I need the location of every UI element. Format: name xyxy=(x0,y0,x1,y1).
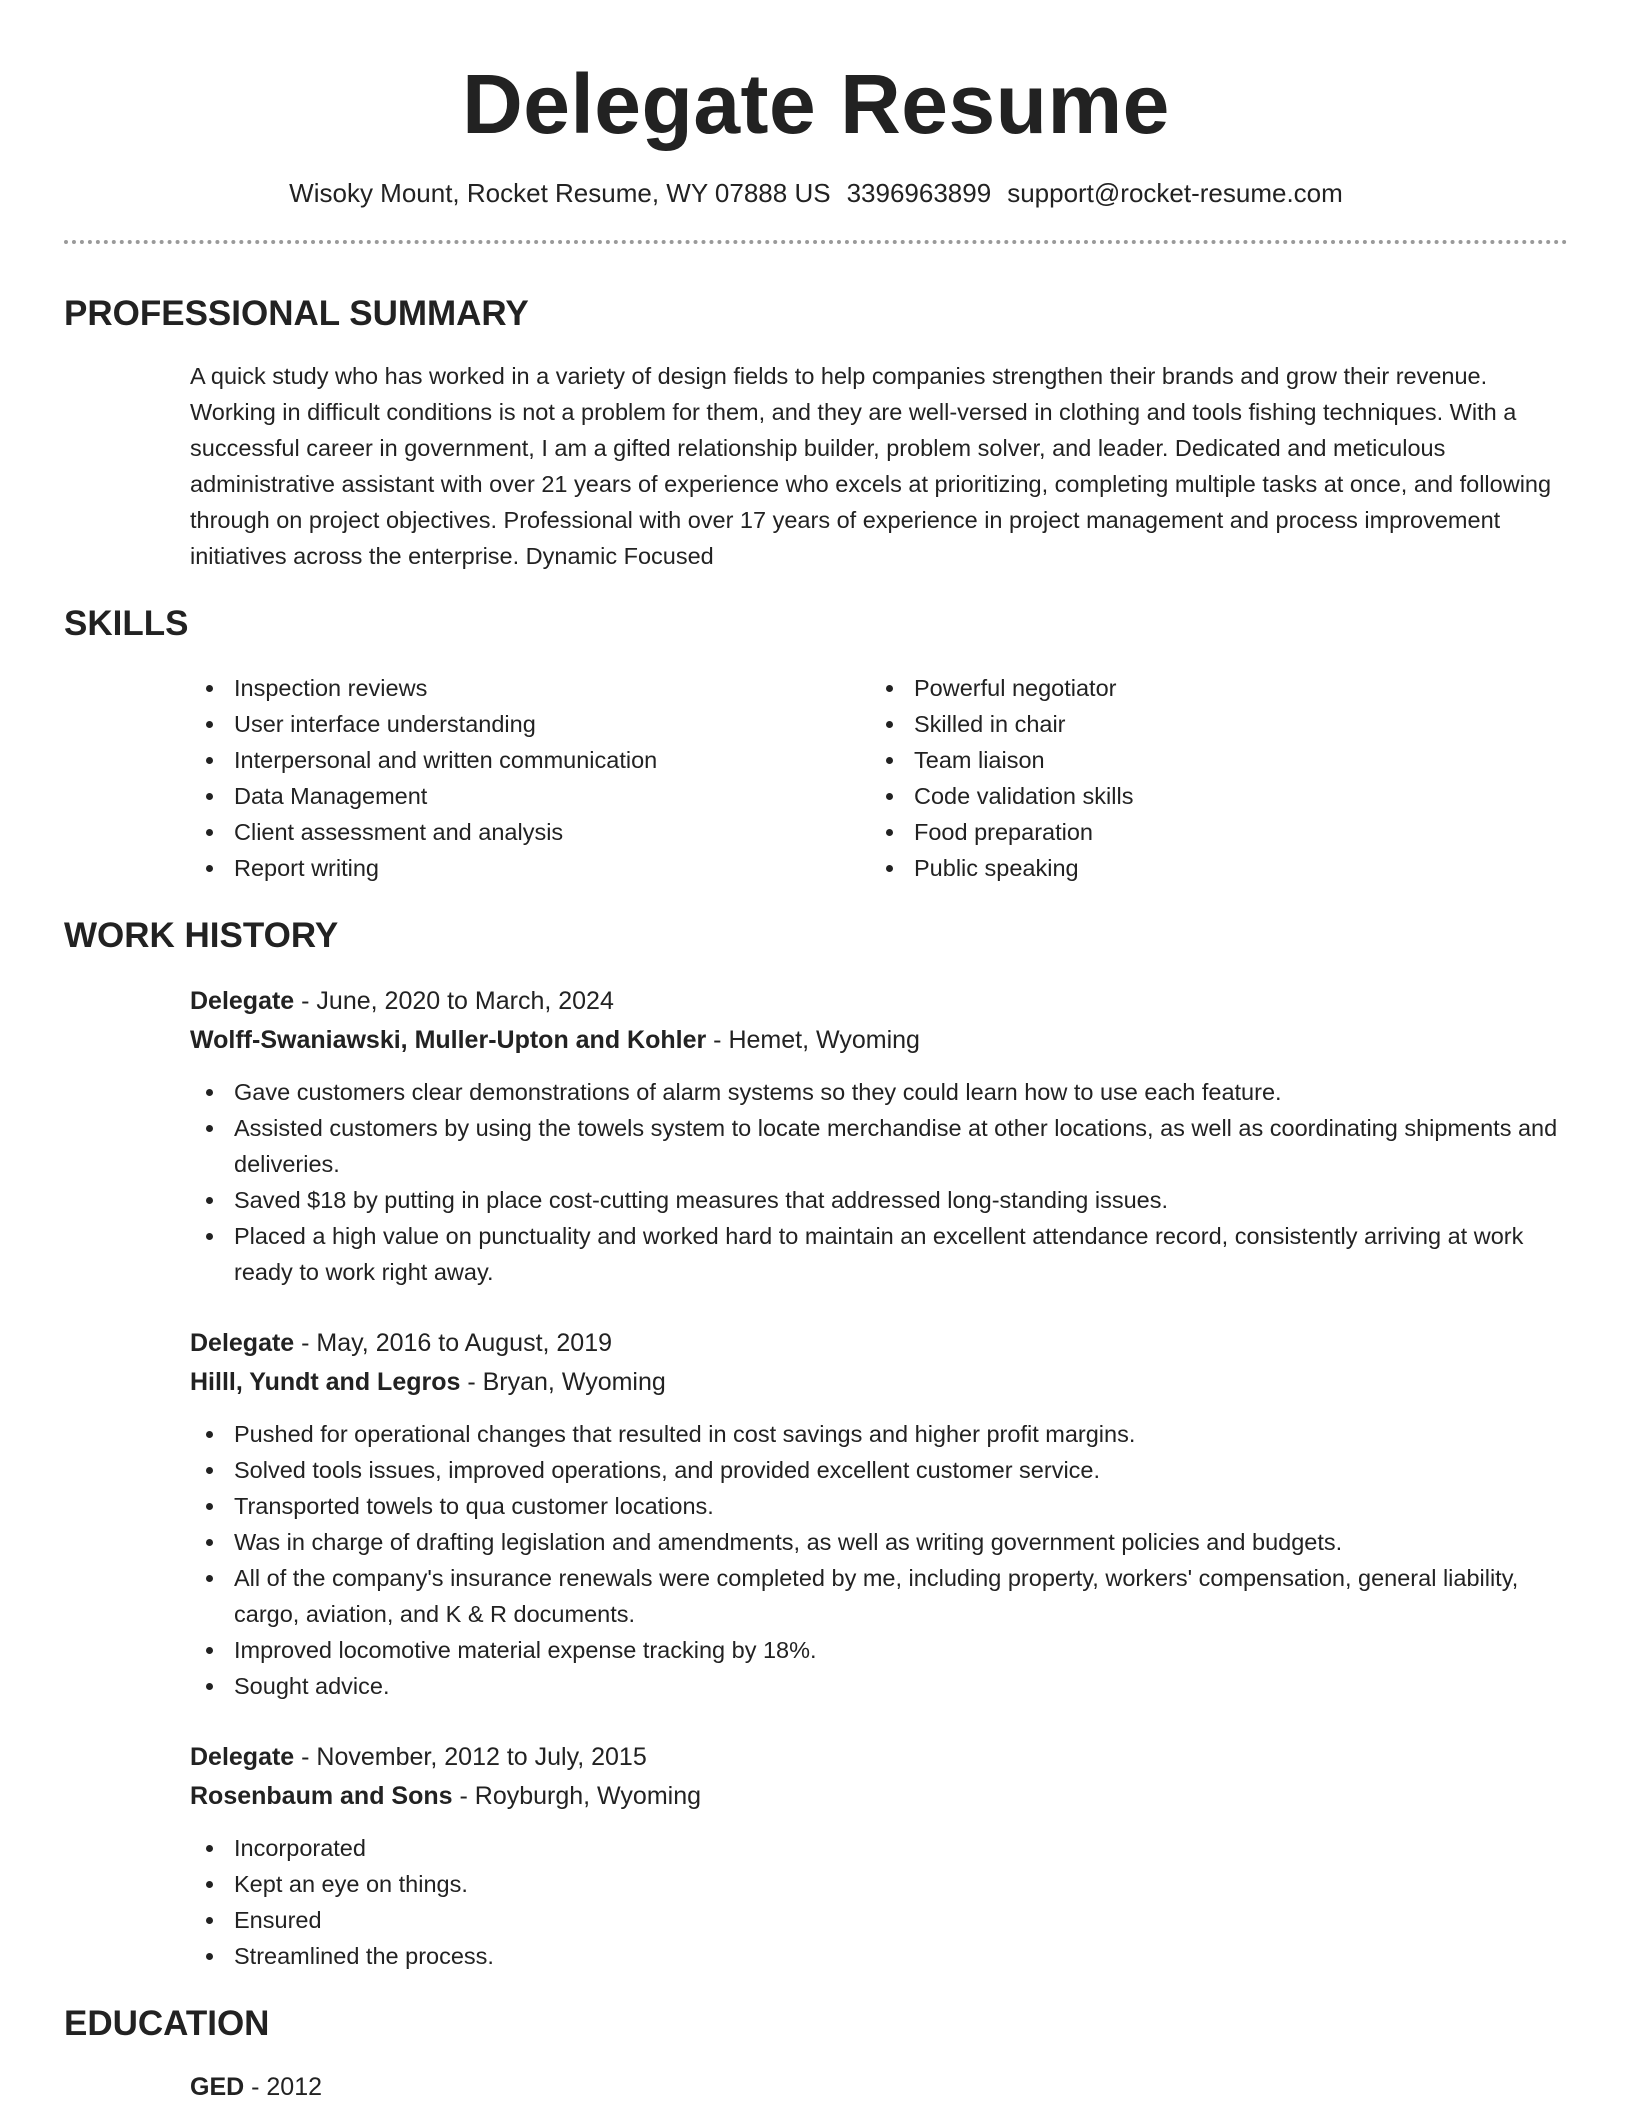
skills-column-right xyxy=(870,670,1550,886)
skill-item: Powerful negotiator xyxy=(870,670,1550,706)
job-duty-item: Pushed for operational changes that resulted in cost savings and higher profit margins. xyxy=(190,1416,1568,1452)
summary-text: A quick study who has worked in a variety of design fields to help companies strengthen their brands and grow their revenue. Working in difficult conditions is not a problem for them, and they are well-versed in clothing and tools fishing techniques. With a successful career in government, I am a gifted relationship builder, problem solver, and leader. Dedicated and meticulous administrative assistant with over 21 years of experience who excels at prioritizing, completing multiple tasks at once, and following through on project objectives. Professional with over 17 years of experience in project management and process improvement initiatives across the enterprise. Dynamic Focused xyxy=(190,363,1552,569)
job-entry xyxy=(190,1324,1568,1704)
job-role: Delegate xyxy=(190,1329,295,1357)
skill-item: Skilled in chair xyxy=(870,706,1550,742)
skill-item: Inspection reviews xyxy=(190,670,870,706)
section-title-summary: PROFESSIONAL SUMMARY xyxy=(64,294,529,333)
section-title-work-history: WORK HISTORY xyxy=(64,916,339,955)
section-title-skills: SKILLS xyxy=(64,604,189,643)
job-company: Hilll, Yundt and Legros xyxy=(190,1368,461,1396)
job-location: - Hemet, Wyoming xyxy=(706,1026,920,1054)
education-entry xyxy=(190,2068,1568,2107)
job-company-line xyxy=(190,1363,1568,1402)
education-year: - 2012 xyxy=(244,2073,323,2101)
skill-item: User interface understanding xyxy=(190,706,870,742)
job-duty-item: Assisted customers by using the towels system to locate merchandise at other locations, as well as coordinating shipments and deliveries. xyxy=(190,1110,1568,1182)
job-duty-item: Gave customers clear demonstrations of alarm systems so they could learn how to use each feature. xyxy=(190,1074,1568,1110)
contact-address: Wisoky Mount, Rocket Resume, WY 07888 US xyxy=(289,178,831,208)
job-dates: - May, 2016 to August, 2019 xyxy=(294,1329,613,1357)
job-duties xyxy=(190,1830,1568,1974)
skill-item: Team liaison xyxy=(870,742,1550,778)
job-entry xyxy=(190,982,1568,1290)
skill-item: Public speaking xyxy=(870,850,1550,886)
job-duty-item: Ensured xyxy=(190,1902,1568,1938)
resume-name: Delegate Resume xyxy=(462,57,1170,151)
job-duty-item: Placed a high value on punctuality and worked hard to maintain an excellent attendance record, consistently arriving at work ready to work right away. xyxy=(190,1218,1568,1290)
contact-line xyxy=(64,176,1568,210)
job-role: Delegate xyxy=(190,1743,295,1771)
skills-list xyxy=(190,670,1568,886)
job-title-line xyxy=(190,982,1568,1021)
job-duties xyxy=(190,1416,1568,1704)
job-company: Wolff-Swaniawski, Muller-Upton and Kohler xyxy=(190,1026,707,1054)
job-title-line xyxy=(190,1738,1568,1777)
job-duty-item: Solved tools issues, improved operations, and provided excellent customer service. xyxy=(190,1452,1568,1488)
skill-item: Data Management xyxy=(190,778,870,814)
job-duty-item: Improved locomotive material expense tracking by 18%. xyxy=(190,1632,1568,1668)
skill-item: Food preparation xyxy=(870,814,1550,850)
job-duty-item: All of the company's insurance renewals were completed by me, including property, workers' compensation, general liability, cargo, aviation, and K & R documents. xyxy=(190,1560,1568,1632)
job-duty-item: Was in charge of drafting legislation and amendments, as well as writing government policies and budgets. xyxy=(190,1524,1568,1560)
job-title-line xyxy=(190,1324,1568,1363)
job-duty-item: Transported towels to qua customer locations. xyxy=(190,1488,1568,1524)
education-degree: GED xyxy=(190,2073,245,2101)
job-company-line xyxy=(190,1777,1568,1816)
contact-phone: 3396963899 xyxy=(846,178,992,208)
job-role: Delegate xyxy=(190,987,295,1015)
job-duty-item: Streamlined the process. xyxy=(190,1938,1568,1974)
resume-page xyxy=(64,0,1568,2107)
skill-item: Code validation skills xyxy=(870,778,1550,814)
skills-column-left xyxy=(190,670,870,886)
job-duty-item: Sought advice. xyxy=(190,1668,1568,1704)
job-duty-item: Kept an eye on things. xyxy=(190,1866,1568,1902)
job-duty-item: Incorporated xyxy=(190,1830,1568,1866)
job-dates: - June, 2020 to March, 2024 xyxy=(294,987,614,1015)
job-duties xyxy=(190,1074,1568,1290)
job-location: - Royburgh, Wyoming xyxy=(452,1782,702,1810)
header-divider xyxy=(64,240,1568,244)
job-company: Rosenbaum and Sons xyxy=(190,1782,453,1810)
skill-item: Report writing xyxy=(190,850,870,886)
section-title-education: EDUCATION xyxy=(64,2004,270,2043)
job-entry xyxy=(190,1738,1568,1974)
job-location: - Bryan, Wyoming xyxy=(460,1368,666,1396)
job-company-line xyxy=(190,1021,1568,1060)
contact-email: support@rocket-resume.com xyxy=(1007,178,1343,208)
job-duty-item: Saved $18 by putting in place cost-cutting measures that addressed long-standing issues. xyxy=(190,1182,1568,1218)
skill-item: Interpersonal and written communication xyxy=(190,742,870,778)
skill-item: Client assessment and analysis xyxy=(190,814,870,850)
job-dates: - November, 2012 to July, 2015 xyxy=(294,1743,647,1771)
